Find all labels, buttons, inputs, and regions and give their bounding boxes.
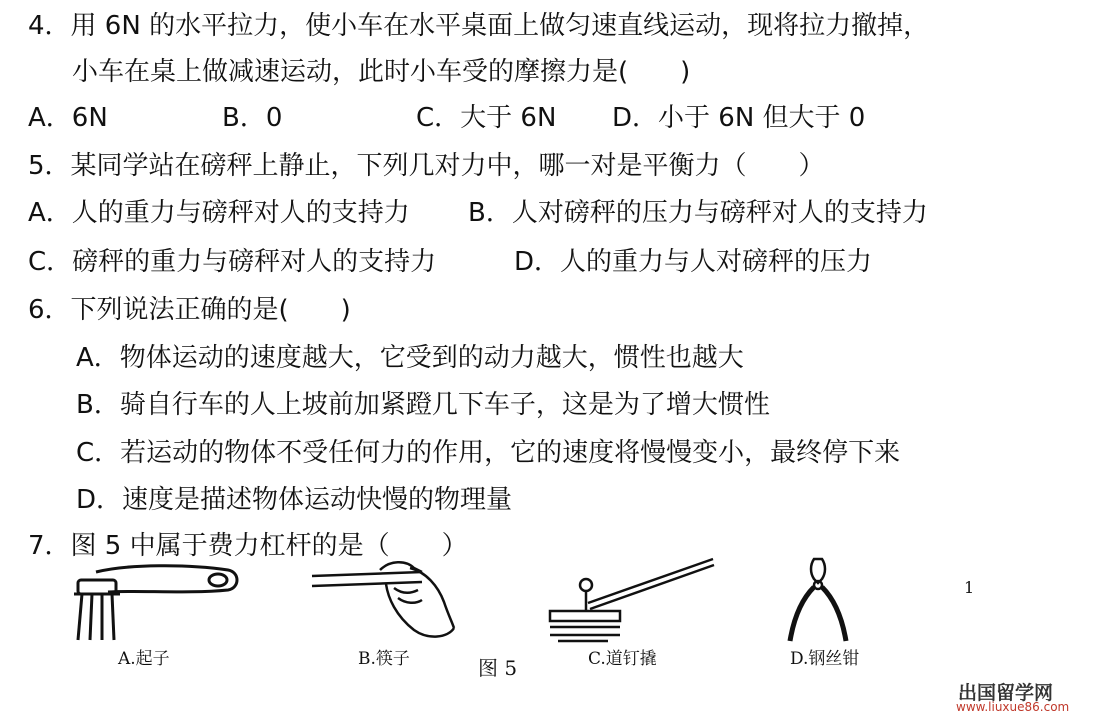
- q4-option-b: B．0: [222, 103, 283, 133]
- figure-label-c: C.道钉撬: [588, 649, 657, 669]
- q5-option-b: B．人对磅秤的压力与磅秤对人的支持力: [468, 198, 928, 228]
- figure-label-a: A.起子: [118, 649, 170, 669]
- q4-option-a: A．6N: [28, 103, 108, 133]
- q4-option-d: D．小于 6N 但大于 0: [612, 103, 866, 133]
- q4-option-c: C．大于 6N: [416, 103, 557, 133]
- q5-option-a: A．人的重力与磅秤对人的支持力: [28, 198, 410, 228]
- q6-option-a: A．物体运动的速度越大，它受到的动力越大，惯性也越大: [76, 343, 744, 373]
- q5-option-c: C．磅秤的重力与磅秤对人的支持力: [28, 247, 437, 277]
- watermark-url: www.liuxue86.com: [956, 700, 1070, 714]
- page-number: 1: [964, 578, 975, 597]
- q5-stem: 5．某同学站在磅秤上静止，下列几对力中，哪一对是平衡力（ ）: [28, 151, 825, 181]
- q6-option-d: D．速度是描述物体运动快慢的物理量: [76, 485, 513, 515]
- chopsticks-figure: [310, 558, 460, 643]
- q4-stem-line1: 4．用 6N 的水平拉力，使小车在水平桌面上做匀速直线运动，现将拉力撤掉，: [28, 11, 930, 41]
- figure-label-d: D.钢丝钳: [790, 649, 860, 669]
- watermark-title: 出国留学网: [958, 682, 1054, 704]
- bottle-opener-figure: [68, 560, 243, 645]
- pliers-figure: [784, 555, 854, 647]
- q6-option-c: C．若运动的物体不受任何力的作用，它的速度将慢慢变小，最终停下来: [76, 438, 901, 468]
- q6-option-b: B．骑自行车的人上坡前加紧蹬几下车子，这是为了增大惯性: [76, 390, 770, 420]
- spike-puller-figure: [548, 555, 718, 645]
- q4-stem-line2: 小车在桌上做减速运动，此时小车受的摩擦力是( ): [72, 57, 691, 87]
- q5-option-d: D．人的重力与人对磅秤的压力: [514, 247, 873, 277]
- figure-label-b: B.筷子: [358, 649, 410, 669]
- q7-stem: 7．图 5 中属于费力杠杆的是（ ）: [28, 531, 468, 561]
- figure-caption: 图 5: [478, 656, 518, 680]
- q6-stem: 6．下列说法正确的是( ): [28, 295, 351, 325]
